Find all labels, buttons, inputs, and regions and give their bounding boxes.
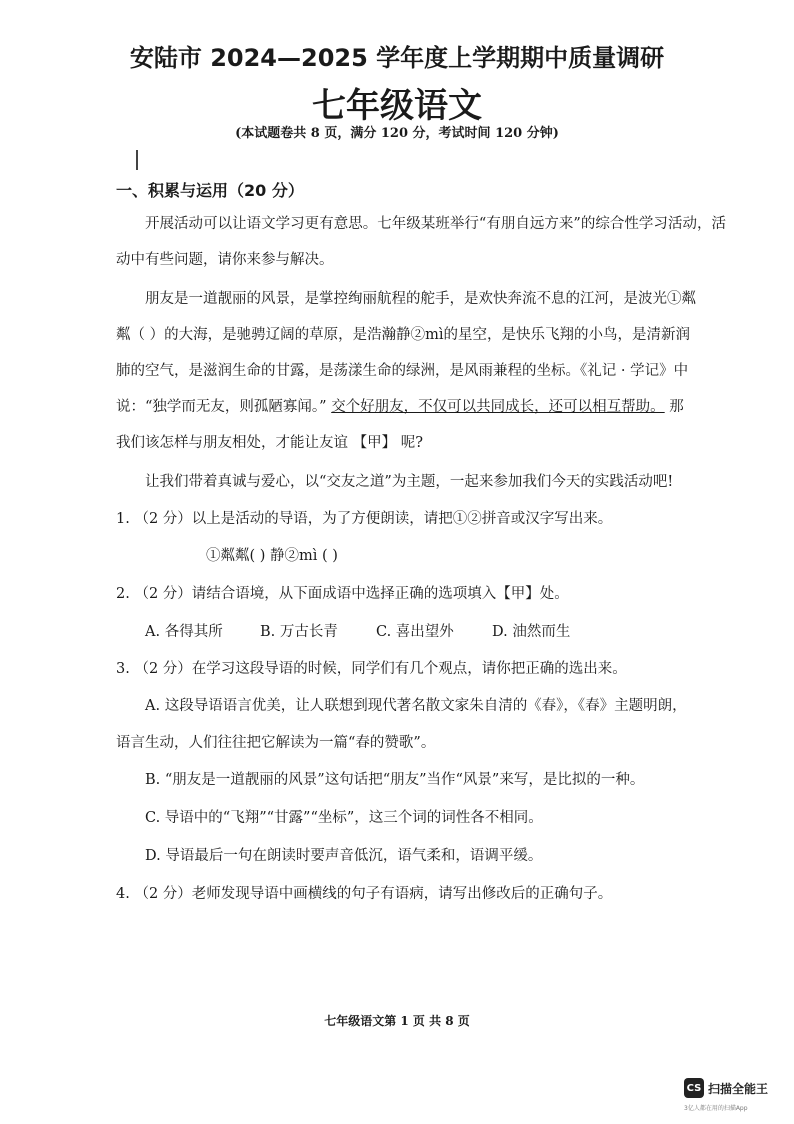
- passage-line-4-end: 那: [669, 399, 684, 415]
- scanner-name: 扫描全能王: [708, 1081, 769, 1096]
- question-3-option-c: C. 导语中的“飞翔”“甘露”“坐标”，这三个词的词性各不相同。: [145, 810, 543, 826]
- exam-subtitle: 七年级语文: [312, 86, 482, 126]
- question-3: 3. （2 分）在学习这段导语的时候，同学们有几个观点，请你把正确的选出来。: [116, 661, 627, 677]
- question-1-fill: ①粼粼( ) 静②mì ( ): [206, 548, 338, 564]
- passage-line-3: 肺的空气，是滋润生命的甘露，是荡漾生命的绿洲，是风雨兼程的坐标。《礼记 · 学记》中: [116, 363, 689, 379]
- question-1: 1. （2 分）以上是活动的导语，为了方便朗读，请把①②拼音或汉字写出来。: [116, 511, 613, 527]
- scanner-badge: [684, 1078, 768, 1098]
- question-2-option-a: A. 各得其所: [145, 624, 223, 640]
- question-2: 2. （2 分）请结合语境，从下面成语中选择正确的选项填入【甲】处。: [116, 586, 569, 602]
- passage-line-4: [116, 395, 684, 416]
- passage-line-2: 粼（ ）的大海，是驰骋辽阔的草原，是浩瀚静②mì的星空，是快乐飞翔的小鸟，是清新润: [116, 327, 690, 343]
- question-2-option-b: B. 万古长青: [260, 624, 338, 640]
- intro-paragraph: [116, 206, 726, 278]
- intro-text: 开展活动可以让语文学习更有意思。七年级某班举行“有朋自远方来”的综合性学习活动，活动中有些问题，请你来参与解决。: [116, 216, 726, 268]
- question-3-option-a-line-2: 语言生动，人们往往把它解读为一篇“春的赞歌”。: [116, 735, 436, 751]
- question-4: 4. （2 分）老师发现导语中画横线的句子有语病，请写出修改后的正确句子。: [116, 886, 613, 902]
- question-3-option-a-line-1: A. 这段导语语言优美，让人联想到现代著名散文家朱自清的《春》，《春》主题明朗，: [145, 698, 687, 714]
- passage-line-5: 我们该怎样与朋友相处，才能让友谊 【甲】 呢?: [116, 435, 423, 451]
- scanner-logo-icon: CS: [684, 1078, 704, 1098]
- closing-line: 让我们带着真诚与爱心，以“交友之道”为主题，一起来参加我们今天的实践活动吧!: [145, 474, 674, 490]
- scan-mark: [136, 150, 138, 170]
- question-2-option-c: C. 喜出望外: [376, 624, 454, 640]
- page-footer: 七年级语文第 1 页 共 8 页: [324, 1014, 470, 1028]
- passage-line-1: 朋友是一道靓丽的风景，是掌控绚丽航程的舵手，是欢快奔流不息的江河，是波光①粼: [145, 291, 696, 307]
- question-2-option-d: D. 油然而生: [492, 624, 571, 640]
- underlined-sentence: 交个好朋友，不仅可以共同成长，还可以相互帮助。: [331, 399, 665, 415]
- exam-note: (本试题卷共 8 页，满分 120 分，考试时间 120 分钟): [235, 126, 559, 141]
- exam-title: 安陆市 2024—2025 学年度上学期期中质量调研: [129, 44, 665, 72]
- quote-text: 说：“独学而无友，则孤陋寡闻。”: [116, 399, 327, 415]
- question-3-option-d: D. 导语最后一句在朗读时要声音低沉，语气柔和，语调平缓。: [145, 848, 543, 864]
- question-3-option-b: B. “朋友是一道靓丽的风景”这句话把“朋友”当作“风景”来写，是比拟的一种。: [145, 772, 645, 788]
- section-heading: 一、积累与运用（20 分）: [116, 181, 304, 200]
- scanner-tagline: 3亿人都在用的扫描App: [684, 1105, 748, 1112]
